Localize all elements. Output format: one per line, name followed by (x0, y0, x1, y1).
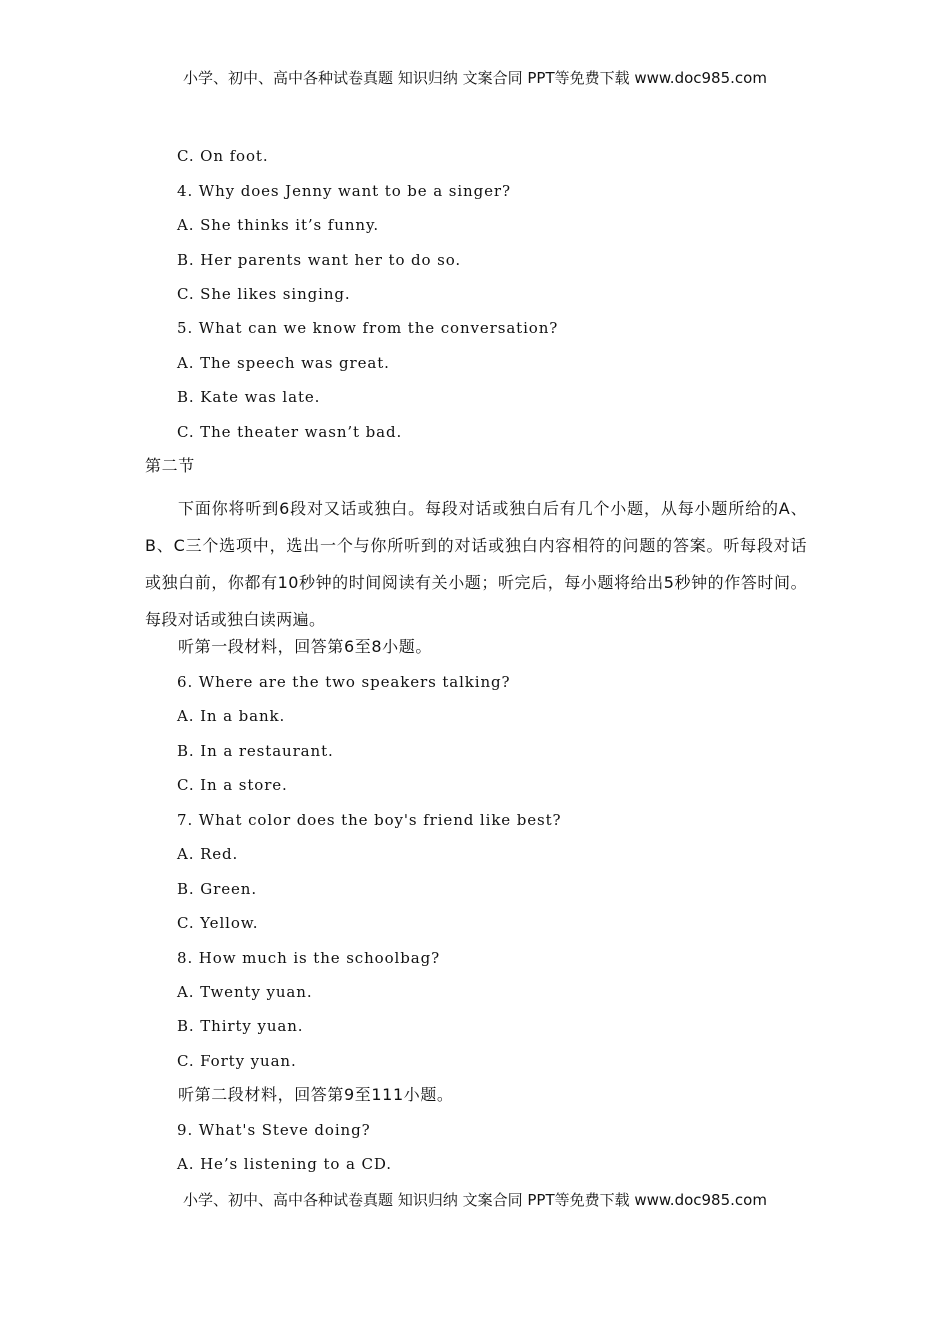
option-c-q6: C. In a store. (177, 776, 288, 794)
material-1-intro: 听第一段材料，回答第6至8小题。 (178, 637, 432, 656)
option-b-q6: B. In a restaurant. (177, 742, 334, 760)
option-a-q8: A. Twenty yuan. (177, 983, 313, 1001)
option-b-q7: B. Green. (177, 880, 257, 898)
question-4: 4. Why does Jenny want to be a singer? (177, 182, 511, 200)
option-a-q9: A. He’s listening to a CD. (177, 1155, 392, 1173)
header-banner: 小学、初中、高中各种试卷真题 知识归纳 文案合同 PPT等免费下载 www.doc985.com (183, 69, 767, 87)
option-c-q7: C. Yellow. (177, 914, 259, 932)
option-b-q8: B. Thirty yuan. (177, 1017, 304, 1035)
option-c-q4: C. She likes singing. (177, 285, 351, 303)
question-7: 7. What color does the boy's friend like best? (177, 811, 562, 829)
option-c-q5: C. The theater wasn’t bad. (177, 423, 403, 441)
footer-banner: 小学、初中、高中各种试卷真题 知识归纳 文案合同 PPT等免费下载 www.doc985.com (183, 1191, 767, 1209)
question-6: 6. Where are the two speakers talking? (177, 673, 511, 691)
section-title: 第二节 (145, 456, 195, 475)
option-a-q6: A. In a bank. (177, 707, 286, 725)
question-9: 9. What's Steve doing? (177, 1121, 371, 1139)
option-c-q8: C. Forty yuan. (177, 1052, 297, 1070)
question-5: 5. What can we know from the conversation? (177, 319, 559, 337)
option-a-q7: A. Red. (177, 845, 239, 863)
question-8: 8. How much is the schoolbag? (177, 949, 441, 967)
material-2-intro: 听第二段材料，回答第9至111小题。 (178, 1085, 454, 1104)
section-instructions: 下面你将听到6段对又话或独白。每段对话或独白后有几个小题，从每小题所给的A、B、C三个选项中，选出一个与你所听到的对话或独白内容相符的问题的答案。听每段对话或独白前，你都有10秒钟的时间阅读有关小题；听完后，每小题将给出5秒钟的作答时间。每段对话或独白读两遍。 (145, 499, 807, 629)
option-c-q3: C. On foot. (177, 147, 269, 165)
option-b-q4: B. Her parents want her to do so. (177, 251, 462, 269)
option-a-q4: A. She thinks it’s funny. (177, 216, 379, 234)
option-b-q5: B. Kate was late. (177, 388, 321, 406)
option-a-q5: A. The speech was great. (177, 354, 390, 372)
